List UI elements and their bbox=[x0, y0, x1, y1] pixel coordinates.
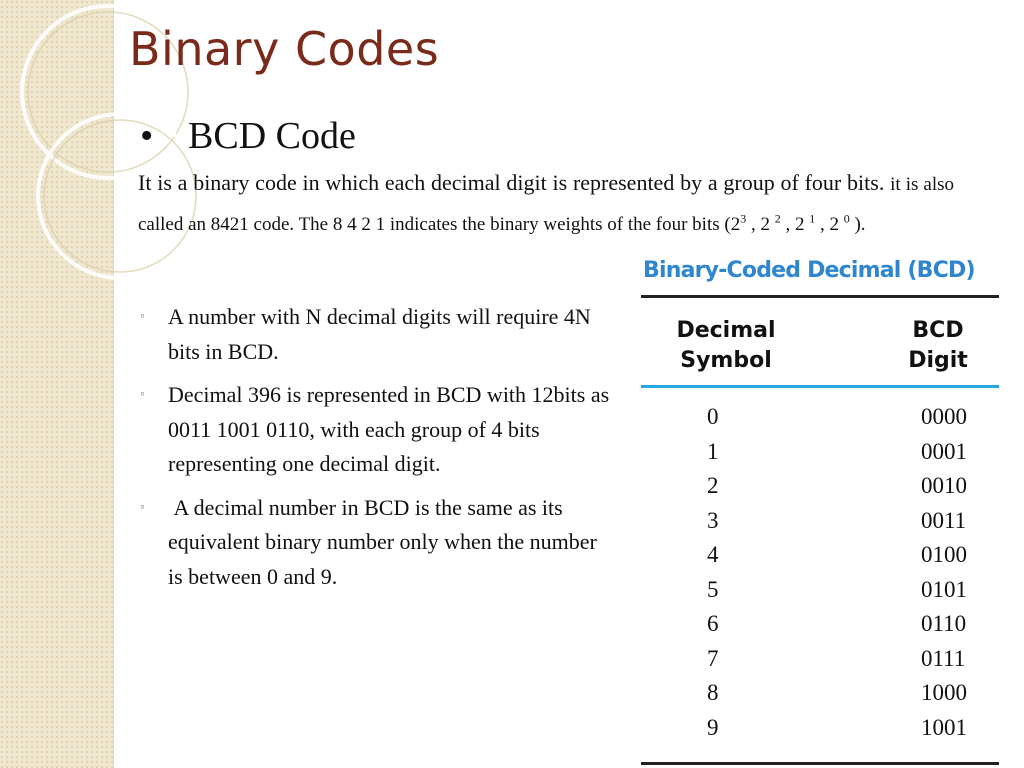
table-body bbox=[641, 404, 999, 749]
bcd-table bbox=[641, 258, 999, 766]
intro-part1: It is a binary code in which each decimal digit is represented by a group of four bits. bbox=[138, 170, 885, 195]
bullet-ring-icon: ◦ bbox=[140, 387, 145, 402]
list-item: ◦ A decimal number in BCD is the same as its equivalent binary number only when the number is between 0 and 9. bbox=[138, 491, 616, 595]
table-header-rule bbox=[641, 385, 999, 388]
table-row: 4 0100 bbox=[707, 542, 967, 567]
table-row: 7 0111 bbox=[707, 645, 966, 671]
table-row: 3 0011 bbox=[707, 507, 967, 533]
slide-title: Binary Codes bbox=[129, 22, 440, 76]
bullet-marker: • bbox=[140, 115, 154, 157]
table-bottom-rule bbox=[641, 762, 999, 765]
table-row: 1 0001 bbox=[707, 438, 967, 464]
table-row: 5 0101 bbox=[707, 576, 967, 602]
table-row: 8 1000 bbox=[707, 680, 967, 705]
table-caption: Binary-Coded Decimal (BCD) bbox=[643, 258, 975, 283]
intro-paragraph bbox=[138, 166, 954, 242]
main-bullet bbox=[140, 114, 356, 158]
table-row: 6 0110 bbox=[707, 611, 967, 636]
table-top-rule bbox=[641, 295, 999, 298]
table-row: 9 1001 bbox=[707, 714, 967, 740]
main-bullet-text: BCD Code bbox=[188, 115, 356, 157]
table-row: 0 0000 bbox=[707, 404, 967, 429]
bullet-ring-icon: ◦ bbox=[140, 309, 145, 324]
decorative-side-band bbox=[0, 0, 114, 768]
bullet-ring-icon: ◦ bbox=[140, 499, 145, 515]
header-bcd-digit: BCD Digit bbox=[908, 318, 968, 373]
header-decimal-symbol: Decimal Symbol bbox=[676, 318, 776, 373]
table-row: 2 0010 bbox=[707, 473, 967, 498]
list-item: ◦ Decimal 396 is represented in BCD with 12bits as 0011 1001 0110, with each group of 4 bits representing one decimal digit. bbox=[138, 378, 616, 482]
list-item: ◦ A number with N decimal digits will require 4N bits in BCD. bbox=[138, 300, 616, 369]
sub-bullet-list bbox=[138, 300, 616, 603]
intro-part2: it is also called an 8421 code. The 8 4 2 1 indicates the binary weights of the four bits ($2^3$ , 2 $^2$ , 2 $^1$ , 2 $^0$ ). bbox=[138, 174, 954, 236]
